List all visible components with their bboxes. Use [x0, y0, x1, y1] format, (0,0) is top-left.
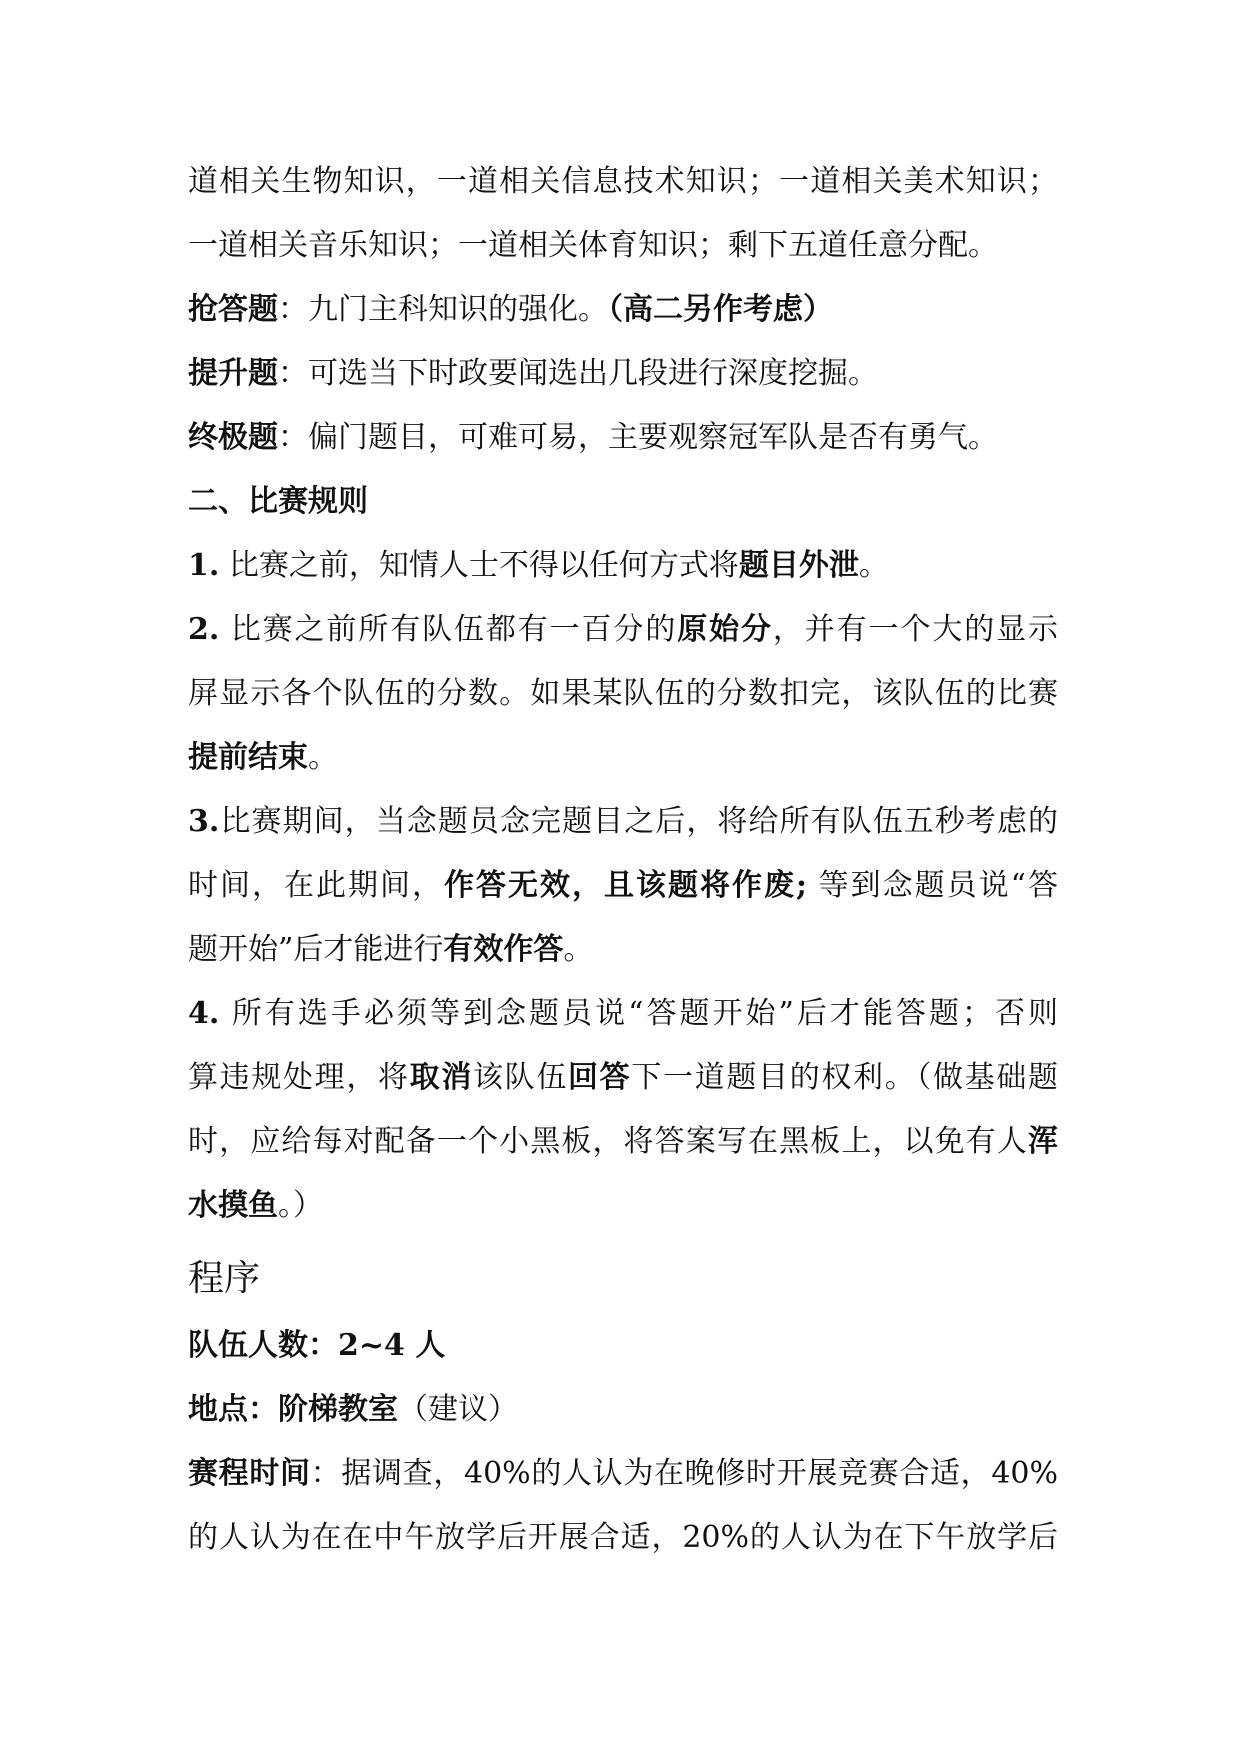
rule-emphasis: 原始分 — [677, 612, 773, 647]
schedule-label: 赛程时间 — [188, 1456, 311, 1491]
separator: ： — [278, 356, 308, 391]
venue-note: （建议） — [398, 1392, 518, 1427]
question-type-tisheng — [188, 342, 1058, 406]
rule-4-line-3 — [188, 1110, 1058, 1174]
rule-4-line-2 — [188, 1046, 1058, 1110]
rule-2-line-3 — [188, 726, 1058, 790]
question-type-label: 提升题 — [188, 356, 278, 391]
rule-emphasis: 浑 — [1028, 1124, 1058, 1159]
rule-1 — [188, 534, 1058, 598]
rule-2-line-1 — [188, 598, 1058, 662]
rule-number: 4. — [188, 996, 220, 1031]
rule-2-line-2: 屏显示各个队伍的分数。如果某队伍的分数扣完，该队伍的比赛 — [188, 676, 1058, 711]
intro-line-1: 道相关生物知识，一道相关信息技术知识；一道相关美术知识； — [188, 164, 1058, 199]
rule-text: 比赛之前所有队伍都有一百分的 — [219, 612, 678, 647]
rule-emphasis: 作答无效，且该题将作废; — [444, 868, 808, 903]
rule-emphasis: 提前结束 — [188, 740, 308, 775]
schedule-text: 据调查，40%的人认为在晚修时开展竞赛合适，40% — [341, 1456, 1058, 1491]
rule-number: 2. — [188, 612, 220, 647]
rule-number: 1. — [188, 548, 220, 583]
rule-text: 。 — [308, 740, 338, 775]
rule-number: 3. — [188, 804, 220, 839]
rule-text: 下一道题目的权利。（做基础题 — [631, 1060, 1058, 1095]
team-size-label: 队伍人数： — [188, 1328, 338, 1363]
rule-text: 题开始”后才能进行 — [188, 932, 444, 967]
team-size — [188, 1314, 1058, 1378]
rule-text: 时，应给每对配备一个小黑板，将答案写在黑板上，以免有人 — [188, 1124, 1028, 1159]
rule-4-line-1 — [188, 982, 1058, 1046]
question-type-label: 终极题 — [188, 420, 278, 455]
rule-text: 等到念题员说“答 — [807, 868, 1058, 903]
separator: ： — [278, 420, 308, 455]
rule-emphasis: 取消 — [409, 1060, 474, 1095]
question-type-text: 九门主科知识的强化。 — [308, 292, 608, 327]
procedure-heading: 程序 — [188, 1258, 261, 1299]
question-type-text: 可选当下时政要闻选出几段进行深度挖掘。 — [308, 356, 878, 391]
schedule-line-1 — [188, 1442, 1058, 1506]
rule-emphasis: 有效作答 — [443, 932, 564, 967]
rule-text: 算违规处理，将 — [188, 1060, 410, 1095]
question-type-text: 偏门题目，可难可易，主要观察冠军队是否有勇气。 — [308, 420, 998, 455]
rule-text: ，并有一个大的显示 — [772, 612, 1058, 647]
rule-emphasis: 回答 — [568, 1060, 632, 1095]
venue-label: 地点： — [188, 1392, 278, 1427]
rule-text: 时间，在此期间， — [188, 868, 445, 903]
separator: ： — [278, 292, 308, 327]
rule-3-line-2 — [188, 854, 1058, 918]
rule-text: 所有选手必须等到念题员说“答题开始”后才能答题；否则 — [219, 996, 1058, 1031]
rule-text: 该队伍 — [473, 1060, 569, 1095]
intro-line-2: 一道相关音乐知识；一道相关体育知识；剩下五道任意分配。 — [188, 228, 998, 263]
rule-text: 比赛期间，当念题员念完题目之后，将给所有队伍五秒考虑的 — [219, 804, 1058, 839]
rule-emphasis: 水摸鱼 — [188, 1188, 278, 1223]
rule-4-line-4 — [188, 1174, 1058, 1238]
question-type-zhongji — [188, 406, 1058, 470]
rule-text: 。 — [563, 932, 594, 967]
rule-emphasis: 题目外泄 — [738, 548, 859, 583]
question-type-label: 抢答题 — [188, 292, 278, 327]
rule-text: 比赛之前，知情人士不得以任何方式将 — [219, 548, 739, 583]
question-type-qiangda — [188, 278, 1058, 342]
schedule-line-2: 的人认为在在中午放学后开展合适，20%的人认为在下午放学后 — [188, 1520, 1058, 1555]
rule-text: 。） — [278, 1188, 323, 1223]
venue — [188, 1378, 1058, 1442]
rule-text: 。 — [858, 548, 889, 583]
question-type-note: （高二另作考虑） — [608, 292, 833, 327]
team-size-value: 2~4 人 — [338, 1328, 446, 1363]
document-body — [188, 150, 1058, 1570]
separator: ： — [310, 1456, 342, 1491]
venue-value: 阶梯教室 — [278, 1392, 398, 1427]
rules-heading: 二、比赛规则 — [188, 484, 368, 519]
rule-3-line-1 — [188, 790, 1058, 854]
rule-3-line-3 — [188, 918, 1058, 982]
